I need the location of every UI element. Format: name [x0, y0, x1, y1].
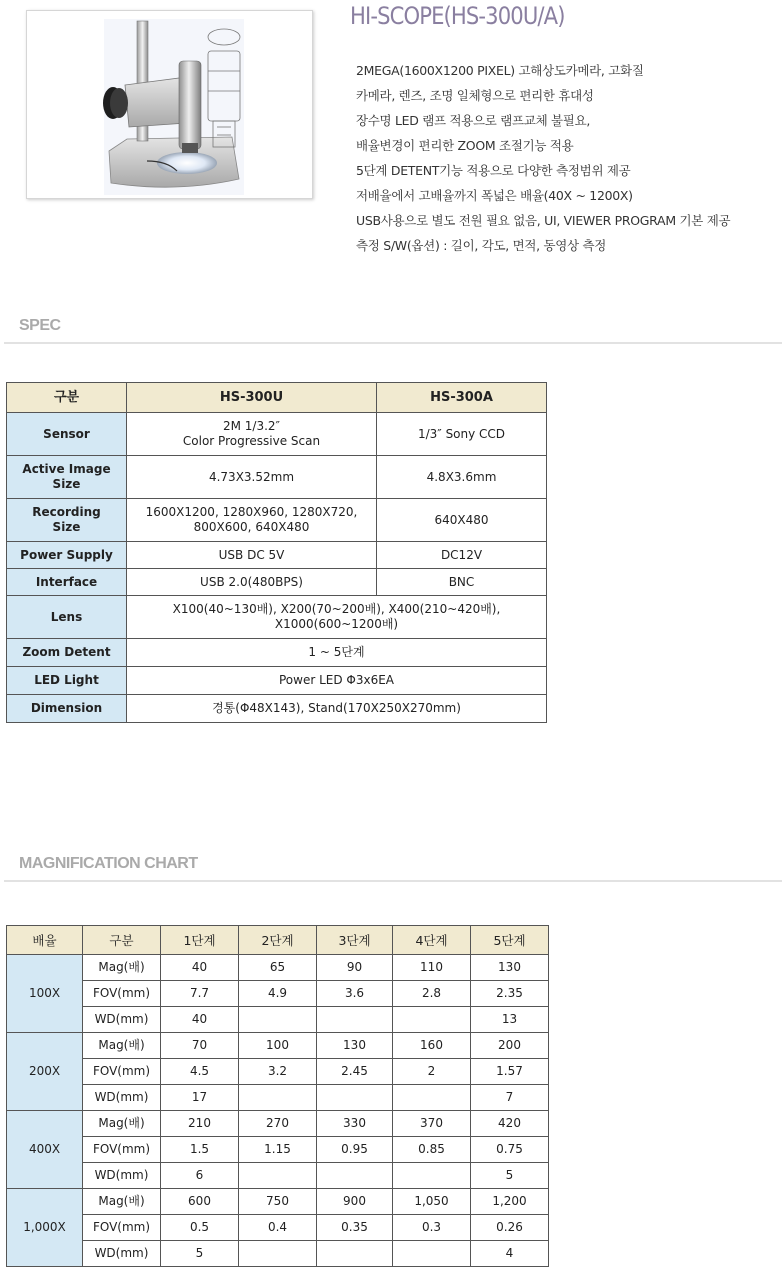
- magnification-row-kind: WD(mm): [83, 1163, 161, 1189]
- magnification-value: [317, 1241, 393, 1267]
- magnification-group-label: 1,000X: [7, 1189, 83, 1267]
- spec-section-title: SPEC: [19, 317, 61, 334]
- magnification-row: [7, 1189, 549, 1215]
- spec-row: [7, 639, 547, 667]
- magnification-row: [7, 1241, 549, 1267]
- magnification-header-cell: 5단계: [471, 926, 549, 955]
- magnification-value: [393, 1085, 471, 1111]
- magnification-table: [6, 925, 549, 1267]
- magnification-value: [317, 1163, 393, 1189]
- magnification-value: 3.2: [239, 1059, 317, 1085]
- magnification-value: [317, 1085, 393, 1111]
- spec-header-category: 구분: [7, 383, 127, 413]
- spec-row-label: Lens: [7, 596, 127, 639]
- magnification-value: 2.8: [393, 981, 471, 1007]
- spec-row: [7, 695, 547, 723]
- magnification-row-kind: Mag(배): [83, 955, 161, 981]
- magnification-value: 210: [161, 1111, 239, 1137]
- magnification-value: [239, 1163, 317, 1189]
- spec-value-shared: X100(40~130배), X200(70~200배), X400(210~420배), X1000(600~1200배): [127, 596, 547, 639]
- magnification-header-cell: 1단계: [161, 926, 239, 955]
- spec-row-label: Recording Size: [7, 499, 127, 542]
- magnification-value: 330: [317, 1111, 393, 1137]
- magnification-row: [7, 1007, 549, 1033]
- feature-item: 측정 S/W(옵션) : 길이, 각도, 면적, 동영상 측정: [356, 238, 607, 253]
- magnification-value: 40: [161, 955, 239, 981]
- microscope-illustration: [27, 11, 312, 198]
- magnification-value: 70: [161, 1033, 239, 1059]
- spec-row: [7, 413, 547, 456]
- magnification-value: 6: [161, 1163, 239, 1189]
- magnification-value: [393, 1163, 471, 1189]
- spec-value-shared: Power LED Φ3x6EA: [127, 667, 547, 695]
- magnification-row: [7, 981, 549, 1007]
- magnification-value: 900: [317, 1189, 393, 1215]
- magnification-row: [7, 955, 549, 981]
- magnification-row-kind: FOV(mm): [83, 1059, 161, 1085]
- magnification-value: 1,200: [471, 1189, 549, 1215]
- spec-value-hs300a: 4.8X3.6mm: [377, 456, 547, 499]
- magnification-row-kind: WD(mm): [83, 1007, 161, 1033]
- magnification-value: [317, 1007, 393, 1033]
- magnification-value: 750: [239, 1189, 317, 1215]
- spec-table: [6, 382, 547, 723]
- magnification-row: [7, 1137, 549, 1163]
- magnification-value: 40: [161, 1007, 239, 1033]
- magnification-value: 17: [161, 1085, 239, 1111]
- product-title: HI-SCOPE(HS-300U/A): [350, 2, 565, 30]
- spec-value-hs300u: USB DC 5V: [127, 542, 377, 569]
- spec-row-label: LED Light: [7, 667, 127, 695]
- spec-value-hs300a: DC12V: [377, 542, 547, 569]
- spec-row: [7, 667, 547, 695]
- magnification-group-label: 100X: [7, 955, 83, 1033]
- spec-row: [7, 499, 547, 542]
- magnification-value: 2: [393, 1059, 471, 1085]
- spec-row-label: Power Supply: [7, 542, 127, 569]
- magnification-row-kind: Mag(배): [83, 1033, 161, 1059]
- feature-list: [356, 58, 730, 258]
- magnification-value: 100: [239, 1033, 317, 1059]
- magnification-value: 0.95: [317, 1137, 393, 1163]
- magnification-divider: [4, 880, 782, 882]
- spec-row-label: Zoom Detent: [7, 639, 127, 667]
- spec-header-row: [7, 383, 547, 413]
- magnification-value: 4: [471, 1241, 549, 1267]
- feature-item: 5단계 DETENT기능 적용으로 다양한 측정범위 제공: [356, 163, 631, 178]
- spec-value-shared: 경통(Φ48X143), Stand(170X250X270mm): [127, 695, 547, 723]
- magnification-value: 90: [317, 955, 393, 981]
- spec-row-label: Active Image Size: [7, 456, 127, 499]
- magnification-row-kind: FOV(mm): [83, 1215, 161, 1241]
- feature-item: 저배율에서 고배율까지 폭넓은 배율(40X ~ 1200X): [356, 188, 633, 203]
- magnification-value: 370: [393, 1111, 471, 1137]
- magnification-value: 5: [161, 1241, 239, 1267]
- magnification-row-kind: FOV(mm): [83, 1137, 161, 1163]
- magnification-value: [393, 1241, 471, 1267]
- magnification-header-cell: 배율: [7, 926, 83, 955]
- magnification-value: 420: [471, 1111, 549, 1137]
- magnification-header-row: [7, 926, 549, 955]
- magnification-header-cell: 2단계: [239, 926, 317, 955]
- magnification-row-kind: WD(mm): [83, 1241, 161, 1267]
- magnification-value: 0.4: [239, 1215, 317, 1241]
- spec-value-hs300u: 1600X1200, 1280X960, 1280X720, 800X600, 640X480: [127, 499, 377, 542]
- feature-item: 배율변경이 편리한 ZOOM 조절기능 적용: [356, 138, 574, 153]
- magnification-header-cell: 3단계: [317, 926, 393, 955]
- magnification-value: [239, 1085, 317, 1111]
- spec-value-hs300u: USB 2.0(480BPS): [127, 569, 377, 596]
- magnification-value: 1.15: [239, 1137, 317, 1163]
- feature-item: 2MEGA(1600X1200 PIXEL) 고해상도카메라, 고화질: [356, 63, 644, 78]
- magnification-value: [239, 1241, 317, 1267]
- spec-value-hs300a: BNC: [377, 569, 547, 596]
- spec-row: [7, 456, 547, 499]
- magnification-section-title: MAGNIFICATION CHART: [19, 855, 198, 872]
- magnification-row: [7, 1163, 549, 1189]
- magnification-value: [393, 1007, 471, 1033]
- magnification-value: 1.5: [161, 1137, 239, 1163]
- spec-row-label: Sensor: [7, 413, 127, 456]
- magnification-value: 5: [471, 1163, 549, 1189]
- magnification-value: 130: [471, 955, 549, 981]
- magnification-value: 270: [239, 1111, 317, 1137]
- magnification-group-label: 400X: [7, 1111, 83, 1189]
- spec-header-hs300u: HS-300U: [127, 383, 377, 413]
- magnification-value: 110: [393, 955, 471, 981]
- magnification-value: 2.45: [317, 1059, 393, 1085]
- magnification-value: 0.85: [393, 1137, 471, 1163]
- magnification-row-kind: Mag(배): [83, 1189, 161, 1215]
- magnification-value: 0.75: [471, 1137, 549, 1163]
- magnification-value: 0.26: [471, 1215, 549, 1241]
- product-photo: [26, 10, 313, 199]
- feature-item: 카메라, 렌즈, 조명 일체형으로 편리한 휴대성: [356, 88, 594, 103]
- spec-row: [7, 596, 547, 639]
- magnification-row: [7, 1111, 549, 1137]
- magnification-value: 4.9: [239, 981, 317, 1007]
- magnification-value: 0.5: [161, 1215, 239, 1241]
- magnification-value: 13: [471, 1007, 549, 1033]
- magnification-row-kind: Mag(배): [83, 1111, 161, 1137]
- magnification-value: [239, 1007, 317, 1033]
- magnification-row: [7, 1059, 549, 1085]
- magnification-value: 200: [471, 1033, 549, 1059]
- feature-item: 장수명 LED 램프 적용으로 램프교체 불필요,: [356, 113, 591, 128]
- spec-value-hs300a: 640X480: [377, 499, 547, 542]
- magnification-value: 130: [317, 1033, 393, 1059]
- spec-header-hs300a: HS-300A: [377, 383, 547, 413]
- feature-item: USB사용으로 별도 전원 필요 없음, UI, VIEWER PROGRAM 기본 제공: [356, 213, 731, 228]
- spec-row: [7, 569, 547, 596]
- magnification-row-kind: WD(mm): [83, 1085, 161, 1111]
- spec-row: [7, 542, 547, 569]
- magnification-header-cell: 구분: [83, 926, 161, 955]
- magnification-value: 2.35: [471, 981, 549, 1007]
- magnification-value: 1,050: [393, 1189, 471, 1215]
- magnification-row: [7, 1033, 549, 1059]
- magnification-row: [7, 1215, 549, 1241]
- magnification-value: 160: [393, 1033, 471, 1059]
- magnification-value: 4.5: [161, 1059, 239, 1085]
- spec-row-label: Dimension: [7, 695, 127, 723]
- magnification-value: 3.6: [317, 981, 393, 1007]
- magnification-header-cell: 4단계: [393, 926, 471, 955]
- spec-value-shared: 1 ~ 5단계: [127, 639, 547, 667]
- magnification-value: 65: [239, 955, 317, 981]
- magnification-value: 7.7: [161, 981, 239, 1007]
- magnification-value: 600: [161, 1189, 239, 1215]
- spec-value-hs300u: 4.73X3.52mm: [127, 456, 377, 499]
- magnification-value: 0.35: [317, 1215, 393, 1241]
- magnification-row-kind: FOV(mm): [83, 981, 161, 1007]
- spec-divider: [4, 342, 782, 344]
- spec-value-hs300u: 2M 1/3.2″ Color Progressive Scan: [127, 413, 377, 456]
- magnification-row: [7, 1085, 549, 1111]
- magnification-value: 1.57: [471, 1059, 549, 1085]
- magnification-group-label: 200X: [7, 1033, 83, 1111]
- magnification-value: 7: [471, 1085, 549, 1111]
- spec-value-hs300a: 1/3″ Sony CCD: [377, 413, 547, 456]
- magnification-value: 0.3: [393, 1215, 471, 1241]
- spec-row-label: Interface: [7, 569, 127, 596]
